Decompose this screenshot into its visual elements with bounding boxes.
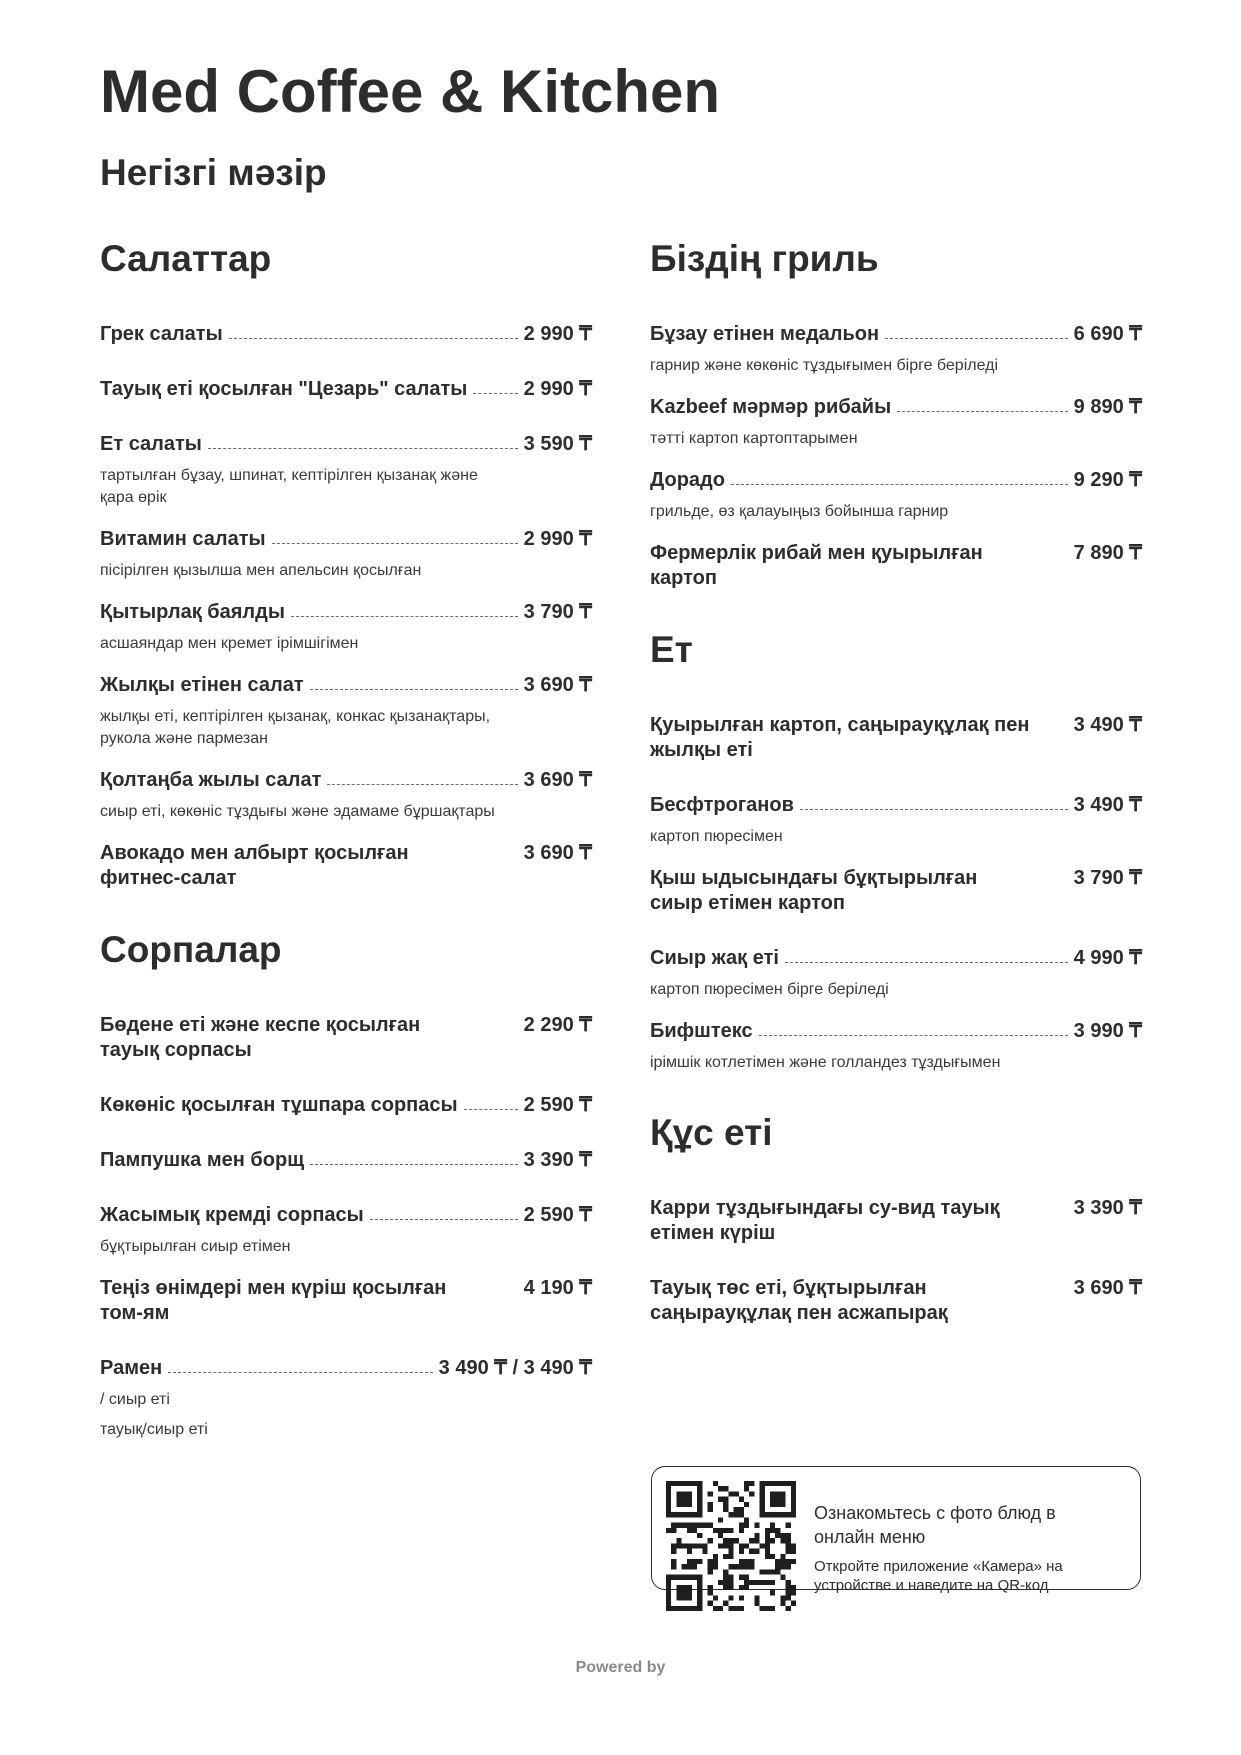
- menu-section: [100, 931, 592, 1441]
- item-price: 2 590 ₸: [523, 1204, 592, 1226]
- item-description: гарнир және көкөніс тұздығымен бірге беріледі: [650, 357, 999, 374]
- section-title: Ет: [650, 629, 693, 670]
- menu-item: [650, 866, 1142, 916]
- menu-section: [650, 631, 1142, 1074]
- item-name: Қолтаңба жылы салат: [100, 769, 322, 791]
- section-title: Құс еті: [650, 1112, 773, 1153]
- dotted-leader: [168, 1356, 432, 1373]
- menu-subtitle: Негізгі мәзір: [100, 152, 327, 193]
- menu-item: [100, 1148, 592, 1173]
- item-price: 9 290 ₸: [1073, 469, 1142, 491]
- dotted-leader: [885, 322, 1068, 339]
- item-price: 3 690 ₸: [1073, 1277, 1142, 1299]
- item-price: 4 990 ₸: [1073, 947, 1142, 969]
- dotted-leader: [327, 768, 517, 785]
- item-price: 3 390 ₸: [523, 1149, 592, 1171]
- item-price: 2 990 ₸: [523, 528, 592, 550]
- item-price: 3 690 ₸: [523, 842, 592, 864]
- item-name: Қытырлақ баялды: [100, 601, 285, 623]
- item-price: 3 390 ₸: [1073, 1197, 1142, 1219]
- item-name: Дорадо: [650, 469, 725, 491]
- item-name: Бесфтроганов: [650, 794, 794, 816]
- dotted-leader: [310, 1148, 518, 1165]
- menu-item: [100, 1356, 592, 1441]
- menu-item: [100, 1203, 592, 1258]
- menu-item: [100, 322, 592, 347]
- qr-card-title: Ознакомьтесь с фото блюд в онлайн меню: [814, 1503, 1056, 1547]
- menu-item: [650, 468, 1142, 523]
- menu-section: [650, 1114, 1142, 1326]
- menu-item: [100, 841, 592, 891]
- qr-card-subtitle: Откройте приложение «Камера» на устройстве и наведите на QR-код: [814, 1558, 1063, 1594]
- section-title: Біздің гриль: [650, 238, 879, 279]
- dotted-leader: [473, 377, 517, 394]
- item-name: Бифштекс: [650, 1020, 753, 1042]
- item-name: Тауық төс еті, бұқтырылған саңырауқұлақ пен асжапырақ: [650, 1277, 948, 1324]
- menu-item: [650, 946, 1142, 1001]
- dotted-leader: [464, 1093, 518, 1110]
- item-name: Фермерлік рибай мен қуырылған картоп: [650, 542, 983, 589]
- dotted-leader: [800, 793, 1068, 810]
- dotted-leader: [310, 673, 518, 690]
- item-price: 3 790 ₸: [1073, 867, 1142, 889]
- item-name: Пампушка мен борщ: [100, 1149, 305, 1171]
- item-price: 3 690 ₸: [523, 674, 592, 696]
- powered-by-label: Powered by: [575, 1659, 666, 1676]
- menu-section: [100, 240, 592, 891]
- item-name: Ет салаты: [100, 433, 202, 455]
- restaurant-title: Med Coffee & Kitchen: [100, 58, 721, 125]
- online-menu-card[interactable]: [651, 1466, 1141, 1594]
- item-description: тартылған бұзау, шпинат, кептірілген қызанақ және қара өрік: [100, 467, 478, 506]
- item-price: 7 890 ₸: [1073, 542, 1142, 564]
- dotted-leader: [731, 468, 1068, 485]
- menu-item: [650, 1276, 1142, 1326]
- item-price: 2 990 ₸: [523, 323, 592, 345]
- item-price: 3 590 ₸: [523, 433, 592, 455]
- item-description: картоп пюресімен: [650, 828, 783, 845]
- qr-code-icon[interactable]: [666, 1481, 796, 1611]
- item-description: ірімшік котлетімен және голландез тұздығымен: [650, 1054, 1001, 1071]
- item-description: грильде, өз қалауыңыз бойынша гарнир: [650, 503, 949, 520]
- item-name: Бөдене еті және кеспе қосылған тауық сорпасы: [100, 1014, 421, 1061]
- dotted-leader: [759, 1019, 1068, 1036]
- section-title: Салаттар: [100, 238, 272, 279]
- menu-item: [650, 541, 1142, 591]
- item-description: / сиыр еті: [100, 1391, 170, 1408]
- dotted-leader: [897, 395, 1067, 412]
- item-price: 2 290 ₸: [523, 1014, 592, 1036]
- item-name: Жасымық кремді сорпасы: [100, 1204, 364, 1226]
- item-price: 3 490 ₸: [1073, 714, 1142, 736]
- dotted-leader: [208, 432, 518, 449]
- item-description: сиыр еті, көкөніс тұздығы және эдамаме бұршақтары: [100, 803, 495, 820]
- menu-item: [100, 600, 592, 655]
- menu-item: [650, 713, 1142, 763]
- item-price: 3 690 ₸: [523, 769, 592, 791]
- item-name: Көкөніс қосылған тұшпара сорпасы: [100, 1094, 458, 1116]
- menu-item: [100, 1276, 592, 1326]
- menu-item: [650, 395, 1142, 450]
- item-description: тәтті картоп картоптарымен: [650, 430, 858, 447]
- item-name: Авокадо мен албырт қосылған фитнес-салат: [100, 842, 409, 889]
- item-description: картоп пюресімен бірге беріледі: [650, 981, 889, 998]
- menu-column-left: [100, 240, 592, 1481]
- item-name: Kazbeef мәрмәр рибайы: [650, 396, 892, 418]
- menu-item: [100, 1013, 592, 1063]
- menu-item: [650, 793, 1142, 848]
- item-price: 3 490 ₸ / 3 490 ₸: [438, 1357, 592, 1379]
- menu-column-right: [650, 240, 1142, 1366]
- item-price: 2 990 ₸: [523, 378, 592, 400]
- item-description: жылқы еті, кептірілген қызанақ, конкас қызанақтары, рукола және пармезан: [100, 708, 491, 747]
- item-description: пісірілген қызылша мен апельсин қосылған: [100, 562, 422, 579]
- section-title: Сорпалар: [100, 929, 282, 970]
- item-name: Грек салаты: [100, 323, 223, 345]
- item-price: 9 890 ₸: [1073, 396, 1142, 418]
- item-name: Сиыр жақ еті: [650, 947, 779, 969]
- item-description: асшаяндар мен кремет ірімшігімен: [100, 635, 359, 652]
- menu-item: [100, 768, 592, 823]
- menu-item: [100, 432, 592, 509]
- dotted-leader: [272, 527, 518, 544]
- dotted-leader: [291, 600, 518, 617]
- item-name: Витамин салаты: [100, 528, 266, 550]
- dotted-leader: [370, 1203, 518, 1220]
- menu-item: [100, 377, 592, 402]
- item-name: Теңіз өнімдері мен күріш қосылған том-ям: [100, 1277, 447, 1324]
- item-price: 6 690 ₸: [1073, 323, 1142, 345]
- menu-item: [100, 1093, 592, 1118]
- item-price: 4 190 ₸: [523, 1277, 592, 1299]
- menu-item: [650, 322, 1142, 377]
- item-description: бұқтырылған сиыр етімен: [100, 1238, 291, 1255]
- item-name: Тауық еті қосылған "Цезарь" салаты: [100, 378, 468, 400]
- menu-item: [100, 673, 592, 750]
- item-name: Жылқы етінен салат: [100, 674, 304, 696]
- item-name: Қыш ыдысындағы бұқтырылған сиыр етімен картоп: [650, 867, 978, 914]
- item-name: Қуырылған картоп, саңырауқұлақ пен жылқы еті: [650, 714, 1030, 761]
- item-price: 3 490 ₸: [1073, 794, 1142, 816]
- item-price: 3 790 ₸: [523, 601, 592, 623]
- menu-item: [650, 1196, 1142, 1246]
- item-description: тауық/сиыр еті: [100, 1421, 208, 1438]
- item-price: 3 990 ₸: [1073, 1020, 1142, 1042]
- menu-section: [650, 240, 1142, 591]
- item-price: 2 590 ₸: [523, 1094, 592, 1116]
- menu-item: [100, 527, 592, 582]
- item-name: Рамен: [100, 1357, 163, 1379]
- dotted-leader: [229, 322, 518, 339]
- item-name: Карри тұздығындағы су-вид тауық етімен күріш: [650, 1197, 1000, 1244]
- item-name: Бұзау етінен медальон: [650, 323, 880, 345]
- menu-item: [650, 1019, 1142, 1074]
- qr-card-text: [814, 1501, 1114, 1595]
- dotted-leader: [785, 946, 1068, 963]
